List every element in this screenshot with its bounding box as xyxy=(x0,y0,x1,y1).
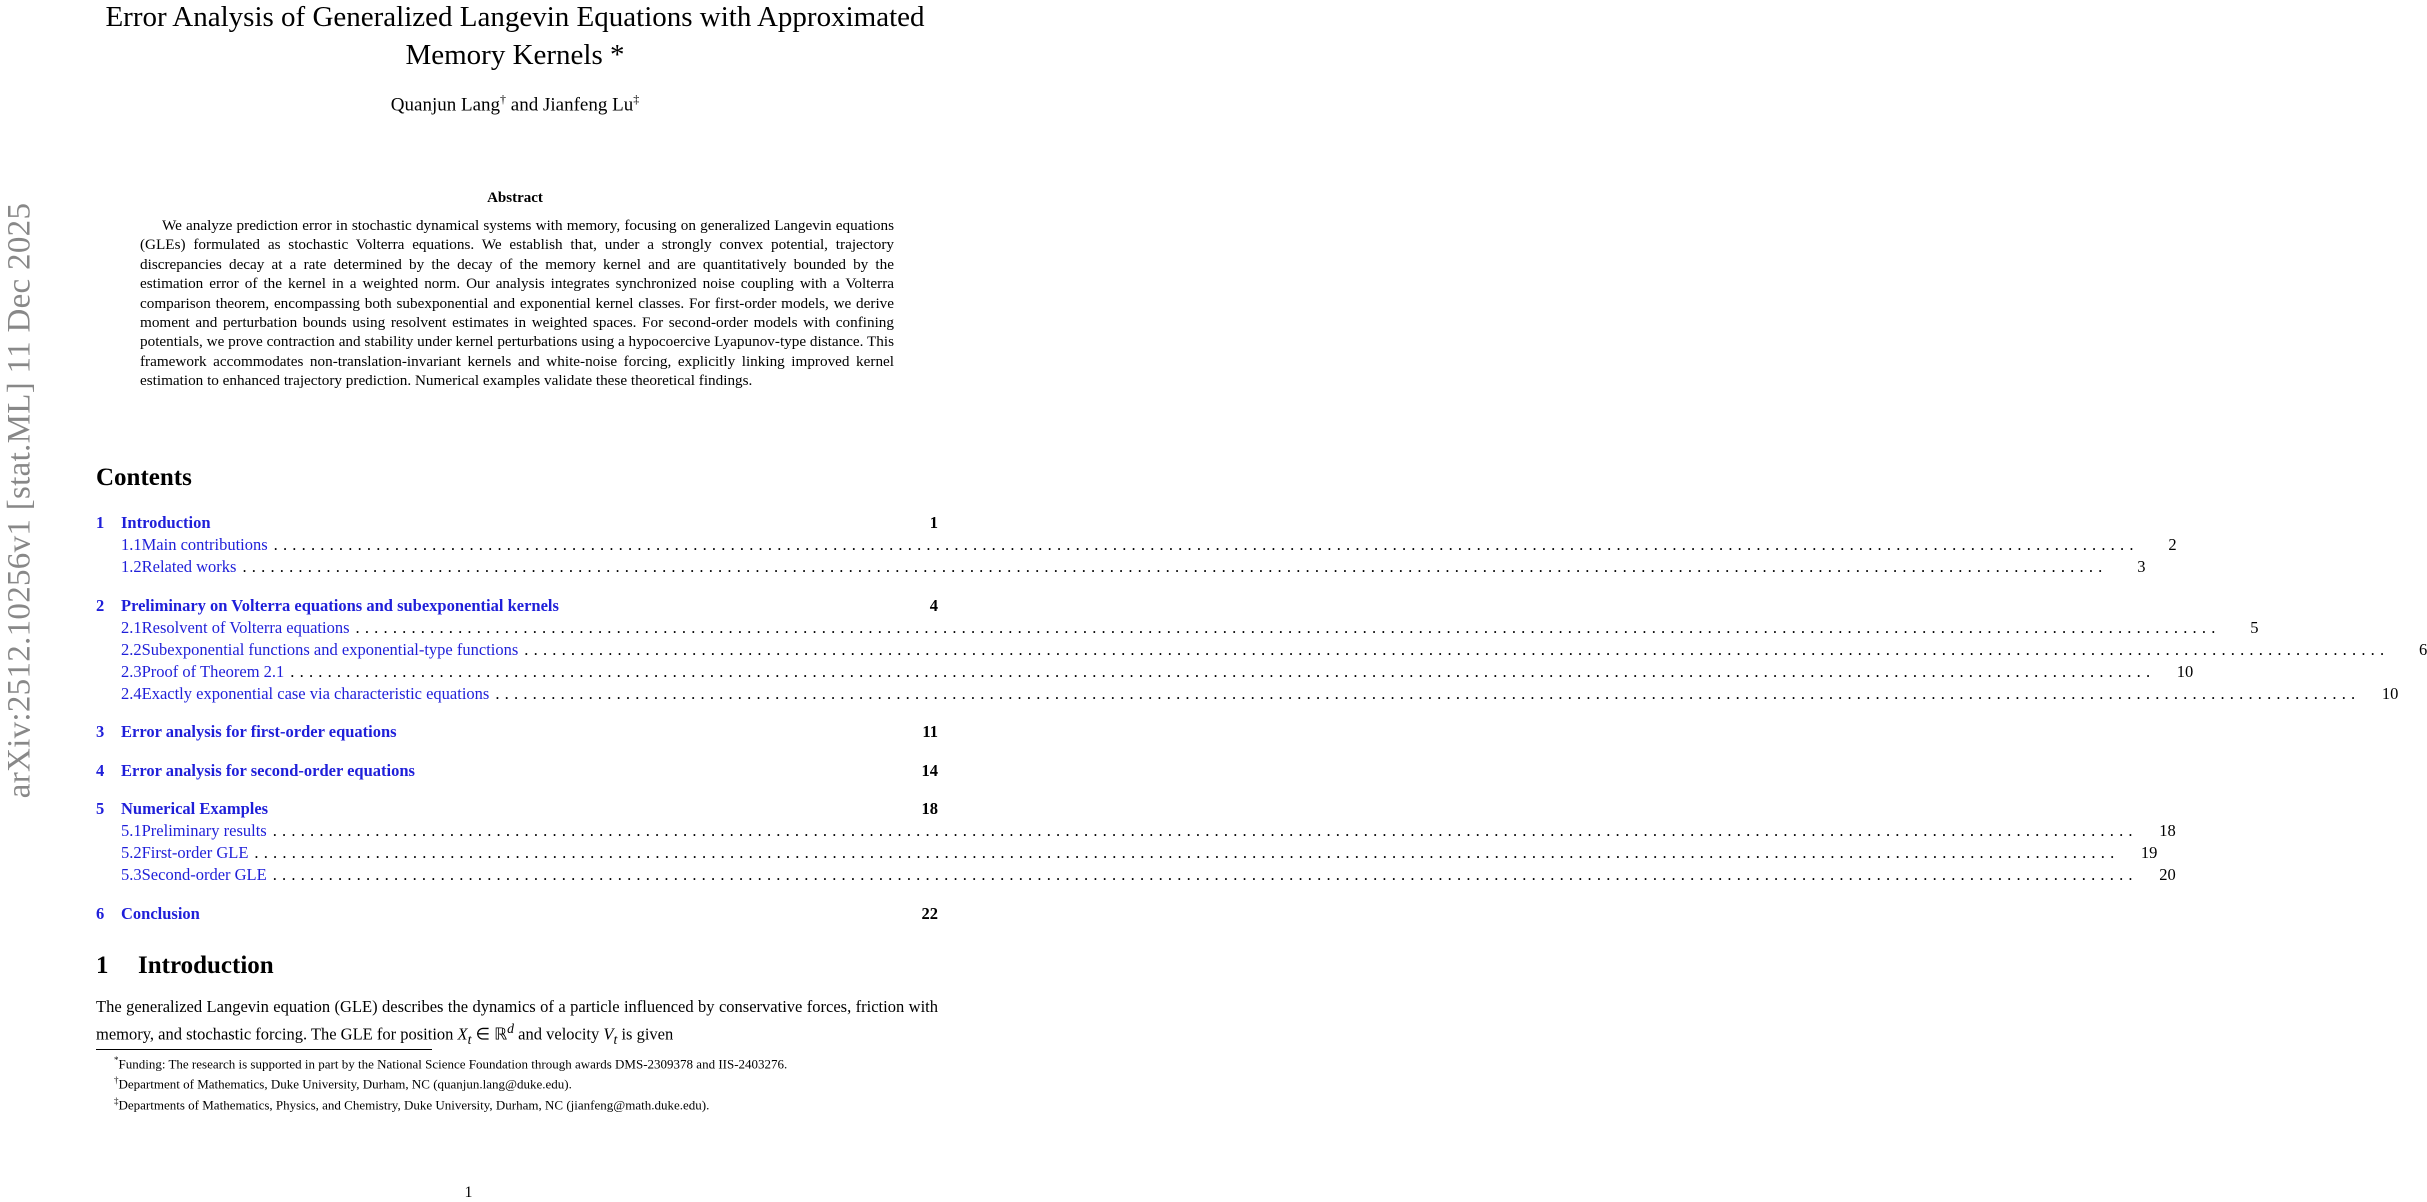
toc-dot-leader: ........................................................................................................................................................................................................ xyxy=(273,535,2139,554)
toc-subsection-entry[interactable] xyxy=(96,556,2146,578)
footnote-affiliation-lang: †Department of Mathematics, Duke University, Durham, NC (quanjun.lang@duke.edu). xyxy=(114,1075,572,1092)
toc-dot-leader: ........................................................................................................................................................................................................ xyxy=(524,639,2390,659)
toc-subsection-link[interactable]: Subexponential functions and exponential-type functions xyxy=(141,639,519,659)
toc-subsection-link[interactable]: Related works xyxy=(141,557,237,576)
toc-section-link[interactable]: Introduction xyxy=(121,513,211,532)
toc-subsection-entry[interactable] xyxy=(96,820,2176,842)
toc-subsection-entry[interactable] xyxy=(96,661,2194,683)
toc-subsection-link[interactable]: Second-order GLE xyxy=(141,865,267,884)
toc-subsection-number[interactable]: 2.3 xyxy=(121,661,142,681)
toc-subsection-entry[interactable] xyxy=(96,683,2399,705)
table-of-contents xyxy=(96,512,2427,925)
toc-page-number: 18 xyxy=(921,799,938,818)
toc-subsection-entry[interactable] xyxy=(96,617,2259,639)
toc-page-number: 5 xyxy=(2250,617,2259,637)
toc-subsection-number[interactable]: 5.2 xyxy=(121,843,142,862)
toc-subsection-link[interactable]: Resolvent of Volterra equations xyxy=(141,617,350,637)
toc-section-number[interactable]: 2 xyxy=(96,595,105,615)
toc-subsection-link[interactable]: First-order GLE xyxy=(141,843,249,862)
toc-subsection-entry[interactable] xyxy=(96,864,2176,886)
toc-subsection-link[interactable]: Preliminary results xyxy=(141,821,267,840)
toc-dot-leader: ........................................................................................................................................................................................................ xyxy=(272,865,2138,884)
toc-subsection-entry[interactable] xyxy=(96,534,2177,556)
toc-dot-leader: ........................................................................................................................................................................................................ xyxy=(254,843,2120,862)
toc-section-number[interactable]: 5 xyxy=(96,799,105,818)
toc-page-number: 2 xyxy=(2168,535,2177,554)
toc-subsection-number[interactable]: 2.4 xyxy=(121,683,142,703)
toc-section-number[interactable]: 6 xyxy=(96,903,105,923)
toc-section-entry[interactable] xyxy=(96,721,938,743)
arxiv-identifier: arXiv:2512.10256v1 [stat.ML] 11 Dec 2025 xyxy=(1,202,38,798)
toc-section-entry[interactable] xyxy=(96,512,938,534)
footnote-funding: *Funding: The research is supported in part by the National Science Foundation through awards DMS-2309378 and IIS-2403276. xyxy=(114,1055,788,1072)
toc-page-number: 10 xyxy=(2176,661,2194,681)
toc-dot-leader: ........................................................................................................................................................................................................ xyxy=(355,617,2221,637)
toc-section-number[interactable]: 3 xyxy=(96,722,105,741)
author-list: Quanjun Lang† and Jianfeng Lu‡ xyxy=(390,92,640,116)
toc-page-number: 20 xyxy=(2159,865,2176,884)
footnote-rule xyxy=(96,1049,432,1050)
toc-page-number: 6 xyxy=(2419,639,2427,659)
toc-subsection-link[interactable]: Exactly exponential case via characteristic equations xyxy=(141,683,490,703)
section-heading-introduction: 1 Introduction xyxy=(96,952,274,979)
toc-subsection-number[interactable]: 1.2 xyxy=(121,557,142,576)
toc-page-number: 22 xyxy=(921,903,938,923)
toc-section-entry[interactable] xyxy=(96,760,938,782)
toc-dot-leader: ........................................................................................................................................................................................................ xyxy=(242,557,2108,576)
toc-section-link[interactable]: Error analysis for first-order equations xyxy=(121,722,397,741)
arxiv-identifier-stamp xyxy=(0,90,40,910)
paper-title: Error Analysis of Generalized Langevin Equations with Approximated Memory Kernels * xyxy=(105,1,925,71)
toc-page-number: 10 xyxy=(2381,683,2399,703)
toc-subsection-number[interactable]: 2.2 xyxy=(121,639,142,659)
footnote-affiliation-lu: ‡Departments of Mathematics, Physics, and Chemistry, Duke University, Durham, NC (jianfeng@math.duke.edu). xyxy=(114,1095,710,1112)
abstract-heading: Abstract xyxy=(487,190,543,206)
toc-section-link[interactable]: Preliminary on Volterra equations and subexponential kernels xyxy=(121,595,559,615)
toc-section-link[interactable]: Error analysis for second-order equations xyxy=(121,760,415,780)
toc-page-number: 18 xyxy=(2159,821,2176,840)
toc-dot-leader: ........................................................................................................................................................................................................ xyxy=(495,683,2361,703)
toc-page-number: 1 xyxy=(929,513,938,532)
toc-subsection-entry[interactable] xyxy=(96,842,2158,864)
intro-paragraph: The generalized Langevin equation (GLE) describes the dynamics of a particle influenced by conservative forces, friction with memory, and stochastic forcing. The GLE for position $X_t$ ∈ ℝ$^d$ and velocity $V_t$ is given xyxy=(96,997,938,1047)
toc-section-link[interactable]: Numerical Examples xyxy=(121,799,269,818)
toc-subsection-number[interactable]: 2.1 xyxy=(121,617,142,637)
toc-section-entry[interactable] xyxy=(96,798,938,820)
toc-subsection-entry[interactable] xyxy=(96,639,2427,661)
author-name: Quanjun Lang xyxy=(390,94,501,116)
contents-heading: Contents xyxy=(96,464,192,491)
toc-section-entry[interactable] xyxy=(96,903,938,925)
toc-section-number[interactable]: 1 xyxy=(96,513,105,532)
author-name: Jianfeng Lu xyxy=(542,94,634,116)
toc-dot-leader: ........................................................................................................................................................................................................ xyxy=(290,661,2156,681)
toc-section-link[interactable]: Conclusion xyxy=(121,903,200,923)
abstract-text: We analyze prediction error in stochastic dynamical systems with memory, focusing on generalized Langevin equations (GLEs) formulated as stochastic Volterra equations. We establish that, under a strongly convex potential, trajectory discrepancies decay at a rate determined by the decay of the memory kernel and are quantitatively bounded by the estimation error of the kernel in a weighted norm. Our analysis integrates synchronized noise coupling with a Volterra comparison theorem, encompassing both subexponential and exponential kernel classes. For first-order models, we derive moment and perturbation bounds using resolvent estimates in weighted spaces. For second-order models with confining potentials, we prove contraction and stability under kernel perturbations using a hypocoercive Lyapunov-type distance. This framework accommodates non-translation-invariant kernels and white-noise forcing, explicitly linking improved kernel estimation to enhanced trajectory prediction. Numerical examples validate these theoretical findings. xyxy=(140,217,894,390)
toc-dot-leader: ........................................................................................................................................................................................................ xyxy=(272,821,2138,840)
toc-page-number: 14 xyxy=(921,760,938,780)
toc-subsection-link[interactable]: Proof of Theorem 2.1 xyxy=(141,661,285,681)
toc-section-entry[interactable] xyxy=(96,595,938,617)
toc-page-number: 3 xyxy=(2137,557,2146,576)
toc-section-number[interactable]: 4 xyxy=(96,760,105,780)
toc-subsection-number[interactable]: 5.1 xyxy=(121,821,142,840)
toc-page-number: 4 xyxy=(929,595,938,615)
footnotes xyxy=(96,1052,938,1113)
toc-subsection-number[interactable]: 5.3 xyxy=(121,865,142,884)
toc-subsection-number[interactable]: 1.1 xyxy=(121,535,142,554)
page-number: 1 xyxy=(464,1184,473,1201)
toc-page-number: 19 xyxy=(2140,843,2158,862)
toc-subsection-link[interactable]: Main contributions xyxy=(141,535,268,554)
toc-page-number: 11 xyxy=(922,722,938,741)
